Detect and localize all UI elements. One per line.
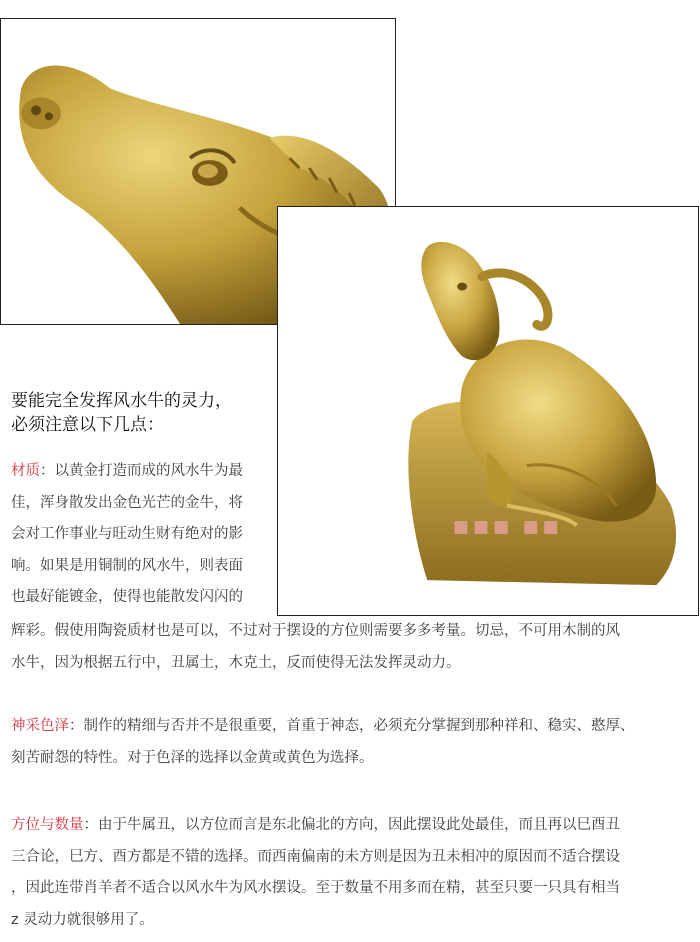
placement-line-3: ，因此连带肖羊者不适合以风水牛为风水摆设。至于数量不用多而在精，甚至只要一只具有相当 <box>11 880 620 896</box>
intro-line-1: 要能完全发挥风水牛的灵力， <box>11 391 232 411</box>
expression-line-2: 刻苦耐怨的特性。对于色泽的选择以金黄或黄色为选择。 <box>11 749 374 766</box>
expression-line-1: 神采色泽：制作的精细与否并不是很重要，首重于神态，必须充分掌握到那种祥和、稳实、憨厚、 <box>11 718 635 734</box>
placement-line-2: 三合论，巳方、酉方都是不错的选择。而西南偏南的未方则是因为丑未相冲的原因而不适合摆设 <box>11 848 620 865</box>
material-line-5: 也最好能镀金，使得也能散发闪闪的 <box>11 589 243 605</box>
ox-statue-illustration <box>278 207 698 615</box>
placement-section <box>11 810 691 936</box>
material-line-7: 水牛，因为根据五行中，丑属土，木克土，反而使得无法发挥灵动力。 <box>11 654 461 671</box>
material-section <box>11 456 273 614</box>
material-line-6: 辉彩。假使用陶瓷质材也是可以，不过对于摆设的方位则需要多多考量。切忌，不可用木制的风 <box>11 623 620 639</box>
watermark-text: ■■■ ■■ <box>453 517 563 537</box>
placement-line-4: z 灵动力就很够用了。 <box>11 911 154 928</box>
intro-line-2: 必须注意以下几点： <box>11 415 164 435</box>
expression-section <box>11 711 691 774</box>
material-label: 材质 <box>11 463 40 479</box>
expression-label: 神采色泽 <box>11 718 69 734</box>
material-line-3: 会对工作事业与旺动生财有绝对的影 <box>11 526 243 542</box>
placement-line-1: 方位与数量：由于牛属丑，以方位而言是东北偏北的方向，因此摆设此处最佳，而且再以巳酉丑 <box>11 817 620 833</box>
material-line-4: 响。如果是用铜制的风水牛，则表面 <box>11 557 243 574</box>
ox-statue-photo <box>277 206 699 616</box>
material-line-2: 佳，浑身散发出金色光芒的金牛，将 <box>11 494 243 511</box>
material-line-1: 材质：以黄金打造而成的风水牛为最 <box>11 463 243 479</box>
material-section-continued <box>11 616 691 679</box>
placement-label: 方位与数量 <box>11 817 84 833</box>
intro-heading <box>11 389 273 437</box>
